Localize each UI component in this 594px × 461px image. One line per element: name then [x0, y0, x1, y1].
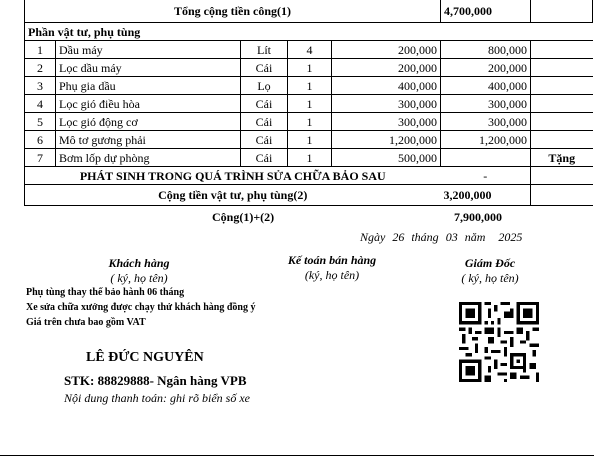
part-note — [531, 131, 593, 149]
notes — [26, 285, 255, 330]
accountant-signature — [262, 253, 402, 283]
part-amount: 1,200,000 — [441, 131, 531, 149]
note-vat: Giá trên chưa bao gồm VAT — [26, 317, 146, 328]
part-price: 1,200,000 — [332, 131, 441, 149]
table-row — [25, 77, 593, 95]
part-name: Lọc dầu máy — [56, 59, 241, 77]
grand-total-label: Cộng(1)+(2) — [212, 210, 275, 224]
arising-label: PHÁT SINH TRONG QUÁ TRÌNH SỬA CHỮA BẢO SAU — [25, 167, 441, 185]
part-unit: Lọ — [241, 77, 288, 95]
arising-amount: - — [441, 167, 531, 185]
part-amount: 300,000 — [441, 113, 531, 131]
row-number: 5 — [25, 113, 56, 131]
part-note — [531, 41, 593, 59]
accountant-hint: (ký, họ tên) — [304, 268, 360, 282]
arising-row — [25, 167, 593, 185]
part-name: Dầu máy — [56, 41, 241, 59]
parts-section-row — [25, 23, 593, 41]
parts-list — [25, 41, 593, 167]
parts-total-label: Cộng tiền vật tư, phụ tùng(2) — [25, 185, 441, 206]
part-name: Lọc gió động cơ — [56, 113, 241, 131]
director-signature — [440, 256, 540, 286]
labor-total-amount: 4,700,000 — [441, 0, 531, 23]
part-price: 400,000 — [332, 77, 441, 95]
part-unit: Cái — [241, 149, 288, 167]
part-note — [531, 59, 593, 77]
payment-note: Nội dung thanh toán: ghi rõ biển số xe — [64, 391, 250, 405]
part-amount: 800,000 — [441, 41, 531, 59]
customer-title: Khách hàng — [108, 256, 170, 270]
row-number: 1 — [25, 41, 56, 59]
part-name: Mô tơ gương phải — [56, 131, 241, 149]
part-price: 200,000 — [332, 41, 441, 59]
part-qty: 1 — [288, 149, 332, 167]
table-row — [25, 41, 593, 59]
qr-code-icon — [456, 302, 542, 382]
part-qty: 1 — [288, 131, 332, 149]
parts-total-amount: 3,200,000 — [441, 185, 531, 206]
customer-signature — [84, 256, 194, 286]
part-note — [531, 95, 593, 113]
row-number: 2 — [25, 59, 56, 77]
payee-name: LÊ ĐỨC NGUYÊN — [86, 350, 204, 365]
part-price: 200,000 — [332, 59, 441, 77]
parts-total-row — [25, 185, 593, 206]
labor-total-label: Tổng cộng tiền công(1) — [25, 0, 441, 23]
part-note: Tặng — [531, 149, 593, 167]
part-amount — [441, 149, 531, 167]
table-row — [25, 113, 593, 131]
labor-total-row — [25, 0, 593, 23]
row-number: 3 — [25, 77, 56, 95]
part-price: 500,000 — [332, 149, 441, 167]
part-qty: 1 — [288, 95, 332, 113]
director-hint: ( ký, họ tên) — [461, 271, 519, 285]
part-unit: Lít — [241, 41, 288, 59]
part-name: Lọc gió điều hòa — [56, 95, 241, 113]
page-bottom-border — [0, 455, 594, 456]
note-warranty: Phụ tùng thay thế bảo hành 06 tháng — [26, 287, 185, 298]
part-name: Phụ gia dầu — [56, 77, 241, 95]
table-row — [25, 95, 593, 113]
part-note — [531, 77, 593, 95]
part-unit: Cái — [241, 95, 288, 113]
part-qty: 1 — [288, 59, 332, 77]
row-number: 4 — [25, 95, 56, 113]
customer-hint: ( ký, họ tên) — [110, 271, 168, 285]
director-title: Giám Đốc — [464, 256, 516, 270]
parts-section-title: Phần vật tư, phụ tùng — [25, 23, 593, 41]
table-row — [25, 59, 593, 77]
part-amount: 400,000 — [441, 77, 531, 95]
note-test-drive: Xe sửa chữa xưởng được chạy thử khách hàng đồng ý — [26, 302, 256, 313]
part-qty: 1 — [288, 113, 332, 131]
part-unit: Cái — [241, 59, 288, 77]
part-amount: 300,000 — [441, 95, 531, 113]
part-price: 300,000 — [332, 113, 441, 131]
part-unit: Cái — [241, 131, 288, 149]
invoice-table — [24, 0, 593, 206]
table-row — [25, 149, 593, 167]
part-price: 300,000 — [332, 95, 441, 113]
part-unit: Cái — [241, 113, 288, 131]
table-row — [25, 131, 593, 149]
row-number: 7 — [25, 149, 56, 167]
part-qty: 4 — [288, 41, 332, 59]
accountant-title: Kế toán bán hàng — [287, 253, 377, 267]
grand-total-amount: 7,900,000 — [454, 210, 502, 224]
part-note — [531, 113, 593, 131]
part-qty: 1 — [288, 77, 332, 95]
payee-account: STK: 88829888- Ngân hàng VPB — [64, 373, 247, 388]
part-amount: 200,000 — [441, 59, 531, 77]
date-line: Ngày 26 tháng 03 năm 2025 — [360, 230, 523, 244]
row-number: 6 — [25, 131, 56, 149]
part-name: Bơm lốp dự phòng — [56, 149, 241, 167]
